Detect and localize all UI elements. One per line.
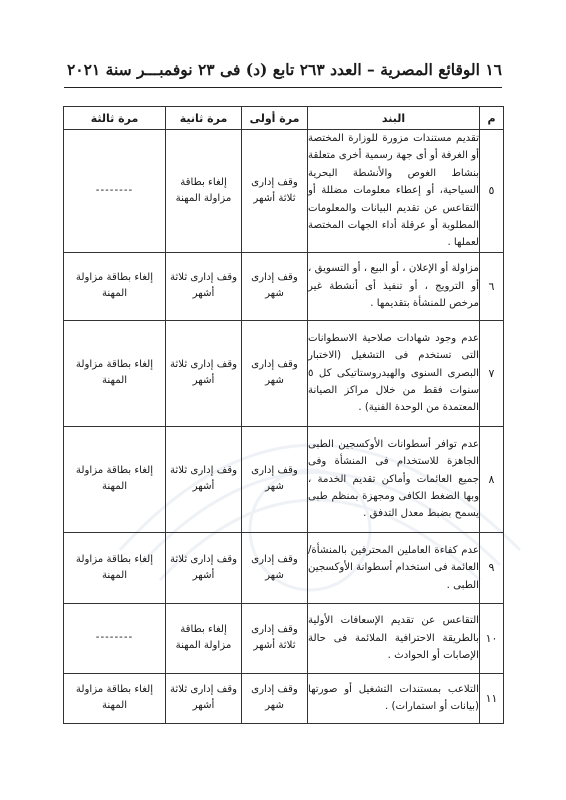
row-second-penalty: وقف إدارى ثلاثة أشهر <box>166 320 242 426</box>
header-rule <box>64 87 502 88</box>
table-row <box>64 130 504 253</box>
row-first-penalty: وقف إدارى شهر <box>242 320 308 426</box>
row-number: ٧ <box>480 320 504 426</box>
row-number: ١١ <box>480 673 504 723</box>
row-number: ٨ <box>480 426 504 532</box>
row-number: ١٠ <box>480 603 504 673</box>
column-header-first: مرة أولى <box>242 107 308 130</box>
row-second-penalty: وقف إدارى ثلاثة أشهر <box>166 426 242 532</box>
row-first-penalty: وقف إدارى شهر <box>242 532 308 603</box>
row-second-penalty: وقف إدارى ثلاثة أشهر <box>166 673 242 723</box>
row-third-penalty: -------- <box>64 130 166 253</box>
row-item: تقديم مستندات مزورة للوزارة المختصة أو الغرفة أو أى جهة رسمية أخرى متعلقة بنشاط الغوص والأنشطة البحرية السياحية، أو إعطاء معلومات مضللة أو التقاعس عن تقديم البيانات والمعلومات المطلوبة أو عرقلة أداء الجهات المختصة لعملها . <box>308 130 480 253</box>
column-header-item: البند <box>308 107 480 130</box>
row-second-penalty: وقف إدارى ثلاثة أشهر <box>166 532 242 603</box>
row-item: عدم كفاءة العاملين المحترفين بالمنشأة/ العائمة فى استخدام أسطوانة الأوكسجين الطبى . <box>308 532 480 603</box>
row-item: مزاولة أو الإعلان ، أو البيع ، أو التسويق ، أو الترويج ، أو تنفيذ أى أنشطة غير مرخص للمنشأة بتقديمها . <box>308 252 480 320</box>
row-first-penalty: وقف إدارى ثلاثة أشهر <box>242 603 308 673</box>
row-second-penalty: وقف إدارى ثلاثة أشهر <box>166 252 242 320</box>
row-third-penalty: إلغاء بطاقة مزاولة المهنة <box>64 673 166 723</box>
row-third-penalty: إلغاء بطاقة مزاولة المهنة <box>64 532 166 603</box>
row-third-penalty: إلغاء بطاقة مزاولة المهنة <box>64 252 166 320</box>
row-first-penalty: وقف إدارى شهر <box>242 673 308 723</box>
row-first-penalty: وقف إدارى شهر <box>242 426 308 532</box>
table-row <box>64 673 504 723</box>
row-number: ٩ <box>480 532 504 603</box>
row-item: عدم توافر أسطوانات الأوكسجين الطبى الجاهزة للاستخدام فى المنشأة وفى جميع العائمات وأماكن تقديم الخدمة ، وبها الضغط الكافى ومجهزة بمنظم طبى يسمح بضبط معدل التدفق . <box>308 426 480 532</box>
table-row <box>64 426 504 532</box>
penalties-table <box>63 106 504 724</box>
table-row <box>64 320 504 426</box>
row-third-penalty: -------- <box>64 603 166 673</box>
row-second-penalty: إلغاء بطاقة مزاولة المهنة <box>166 603 242 673</box>
row-item: التقاعس عن تقديم الإسعافات الأولية بالطريقة الاحترافية الملائمة فى حالة الإصابات أو الحوادث . <box>308 603 480 673</box>
table-row <box>64 532 504 603</box>
row-second-penalty: إلغاء بطاقة مزاولة المهنة <box>166 130 242 253</box>
table-header-row <box>64 107 504 130</box>
table-row <box>64 252 504 320</box>
row-number: ٦ <box>480 252 504 320</box>
table-row <box>64 603 504 673</box>
row-number: ٥ <box>480 130 504 253</box>
column-header-num: م <box>480 107 504 130</box>
row-item: التلاعب بمستندات التشغيل أو صورتها (بيانات أو استمارات) . <box>308 673 480 723</box>
row-item: عدم وجود شهادات صلاحية الاسطوانات التى تستخدم فى التشغيل (الاختبار البصرى السنوى والهيدروستاتيكى كل ٥ سنوات فقط من خلال مراكز الصيانة المعتمدة من الوحدة الفنية) . <box>308 320 480 426</box>
column-header-second: مرة ثانية <box>166 107 242 130</box>
row-first-penalty: وقف إدارى ثلاثة أشهر <box>242 130 308 253</box>
column-header-third: مرة ثالثة <box>64 107 166 130</box>
page-header: ١٦ الوقائع المصرية – العدد ٢٦٣ تابع (د) فى ٢٣ نوفمبـــر سنة ٢٠٢١ <box>66 60 502 79</box>
row-third-penalty: إلغاء بطاقة مزاولة المهنة <box>64 320 166 426</box>
row-third-penalty: إلغاء بطاقة مزاولة المهنة <box>64 426 166 532</box>
row-first-penalty: وقف إدارى شهر <box>242 252 308 320</box>
